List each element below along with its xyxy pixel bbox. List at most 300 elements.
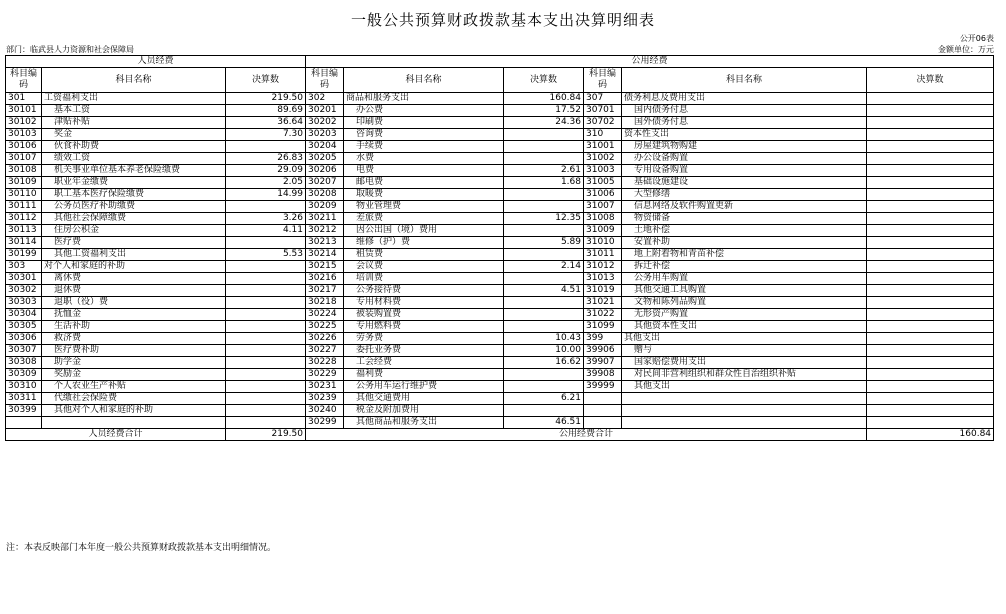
cell-public-amount: 46.51 [504,417,584,429]
footnote: 注：本表反映部门本年度一般公共预算财政拨款基本支出明细情况。 [6,543,277,553]
cell-personnel-amount: 26.83 [226,153,306,165]
cell-personnel-code: 30399 [6,405,42,417]
cell-public-amount [867,345,994,357]
cell-public-name: 资本性支出 [622,129,867,141]
cell-personnel-code: 30304 [6,309,42,321]
cell-public-amount [867,225,994,237]
cell-public-amount [504,273,584,285]
cell-public-code: 31005 [584,177,622,189]
cell-public-name: 委托业务费 [344,345,504,357]
table-row [6,117,994,129]
cell-public-code: 31099 [584,321,622,333]
table-row [6,105,994,117]
table-row [6,321,994,333]
cell-personnel-name: 津贴补贴 [42,117,226,129]
cell-personnel-amount: 5.53 [226,249,306,261]
cell-public-code [584,417,622,429]
cell-personnel-amount [226,285,306,297]
cell-personnel-code: 30109 [6,177,42,189]
table-row [6,309,994,321]
col-header-name: 科目名称 [344,68,504,93]
cell-public-amount: 6.21 [504,393,584,405]
cell-personnel-amount [226,261,306,273]
cell-personnel-amount: 36.64 [226,117,306,129]
cell-personnel-code: 30307 [6,345,42,357]
cell-personnel-name: 生活补助 [42,321,226,333]
cell-public-code: 39906 [584,345,622,357]
public-total-label: 公用经费合计 [306,429,867,441]
cell-public-name: 培训费 [344,273,504,285]
cell-public-amount: 2.14 [504,261,584,273]
cell-public-amount [504,129,584,141]
cell-public-amount [867,237,994,249]
cell-public-amount [867,249,994,261]
cell-public-name: 专用燃料费 [344,321,504,333]
cell-public-amount [867,333,994,345]
cell-public-code: 39908 [584,369,622,381]
cell-public-code: 30211 [306,213,344,225]
cell-public-name: 赠与 [622,345,867,357]
cell-public-amount [867,189,994,201]
cell-personnel-code: 303 [6,261,42,273]
cell-public-name: 其他交通工具购置 [622,285,867,297]
cell-public-amount: 16.62 [504,357,584,369]
cell-public-code: 30213 [306,237,344,249]
col-header-name: 科目名称 [42,68,226,93]
cell-public-code: 30207 [306,177,344,189]
cell-public-code: 39999 [584,381,622,393]
cell-personnel-name [42,417,226,429]
cell-public-amount [867,405,994,417]
cell-public-name: 无形资产购置 [622,309,867,321]
cell-public-name: 福利费 [344,369,504,381]
table-row [6,177,994,189]
table-row [6,381,994,393]
cell-public-code: 31021 [584,297,622,309]
cell-public-code: 30239 [306,393,344,405]
cell-public-code: 39907 [584,357,622,369]
cell-public-name: 差旅费 [344,213,504,225]
cell-personnel-name: 职业年金缴费 [42,177,226,189]
cell-public-code: 30212 [306,225,344,237]
cell-public-name: 邮电费 [344,177,504,189]
cell-personnel-amount: 29.09 [226,165,306,177]
cell-public-code: 31010 [584,237,622,249]
table-row [6,273,994,285]
cell-public-code: 30203 [306,129,344,141]
cell-public-code: 30228 [306,357,344,369]
cell-personnel-amount [226,357,306,369]
cell-public-amount: 1.68 [504,177,584,189]
cell-personnel-code: 30114 [6,237,42,249]
cell-personnel-code: 30107 [6,153,42,165]
unit-label: 金额单位：万元 [938,45,994,54]
cell-public-code: 31019 [584,285,622,297]
cell-personnel-name: 代缴社会保险费 [42,393,226,405]
cell-personnel-name: 医疗费 [42,237,226,249]
cell-personnel-amount [226,393,306,405]
cell-personnel-code: 30309 [6,369,42,381]
cell-personnel-name: 奖金 [42,129,226,141]
cell-public-name [622,417,867,429]
cell-public-name: 公务用车运行维护费 [344,381,504,393]
cell-public-amount [867,381,994,393]
cell-personnel-amount: 219.50 [226,93,306,105]
cell-public-name [622,405,867,417]
cell-public-code: 31009 [584,225,622,237]
table-row [6,141,994,153]
public-group-header: 公用经费 [306,56,994,68]
cell-personnel-name: 其他社会保障缴费 [42,213,226,225]
cell-public-amount [867,201,994,213]
cell-personnel-name: 机关事业单位基本养老保险缴费 [42,165,226,177]
cell-public-amount: 24.36 [504,117,584,129]
cell-personnel-amount: 4.11 [226,225,306,237]
cell-public-code: 30229 [306,369,344,381]
cell-public-code: 30702 [584,117,622,129]
cell-public-amount [867,357,994,369]
cell-personnel-name: 公务员医疗补助缴费 [42,201,226,213]
cell-public-name: 电费 [344,165,504,177]
cell-public-amount [867,105,994,117]
cell-public-code: 30216 [306,273,344,285]
col-header-name: 科目名称 [622,68,867,93]
personnel-group-header: 人员经费 [6,56,306,68]
cell-personnel-name: 退职（役）费 [42,297,226,309]
cell-public-name: 国内债务付息 [622,105,867,117]
col-header-amount: 决算数 [226,68,306,93]
cell-personnel-code: 30113 [6,225,42,237]
cell-public-code: 31007 [584,201,622,213]
cell-public-amount [504,141,584,153]
cell-personnel-name: 职工基本医疗保险缴费 [42,189,226,201]
cell-public-amount: 4.51 [504,285,584,297]
cell-public-name: 债务利息及费用支出 [622,93,867,105]
form-code: 公开06表 [959,34,994,43]
cell-public-amount [867,393,994,405]
cell-public-name: 会议费 [344,261,504,273]
cell-public-name: 公务接待费 [344,285,504,297]
cell-personnel-amount [226,333,306,345]
cell-personnel-amount: 89.69 [226,105,306,117]
cell-personnel-code: 30310 [6,381,42,393]
cell-public-name: 维修（护）费 [344,237,504,249]
personnel-total-value: 219.50 [226,429,306,441]
table-row [6,405,994,417]
cell-public-code: 30240 [306,405,344,417]
col-header-code: 科目编码 [584,68,622,93]
department-label: 部门：临武县人力资源和社会保障局 [6,45,134,54]
cell-public-amount: 17.52 [504,105,584,117]
table-row [6,249,994,261]
cell-public-amount [867,297,994,309]
cell-public-name: 专用设备购置 [622,165,867,177]
cell-public-code: 30227 [306,345,344,357]
cell-personnel-code [6,417,42,429]
cell-public-name: 信息网络及软件购置更新 [622,201,867,213]
cell-public-code: 30205 [306,153,344,165]
expenditure-table [5,55,994,441]
table-row [6,225,994,237]
cell-public-code: 307 [584,93,622,105]
cell-public-code: 31013 [584,273,622,285]
col-header-amount: 决算数 [867,68,994,93]
cell-personnel-code: 30102 [6,117,42,129]
table-row [6,213,994,225]
cell-personnel-code: 30111 [6,201,42,213]
cell-public-name: 办公费 [344,105,504,117]
cell-public-code: 30215 [306,261,344,273]
cell-public-amount [867,177,994,189]
cell-public-name: 其他支出 [622,381,867,393]
cell-personnel-amount [226,237,306,249]
cell-public-name: 税金及附加费用 [344,405,504,417]
table-row [6,369,994,381]
cell-public-name: 国外债务付息 [622,117,867,129]
table-row [6,261,994,273]
table-row [6,333,994,345]
cell-personnel-code: 30110 [6,189,42,201]
cell-personnel-code: 30302 [6,285,42,297]
cell-personnel-amount [226,141,306,153]
table-row [6,393,994,405]
cell-public-name [622,393,867,405]
cell-public-amount [867,321,994,333]
group-header-row [6,56,994,68]
cell-public-name: 物业管理费 [344,201,504,213]
cell-personnel-amount [226,273,306,285]
cell-public-name: 基础设施建设 [622,177,867,189]
cell-public-name: 房屋建筑物购建 [622,141,867,153]
cell-personnel-amount [226,309,306,321]
cell-public-name: 手续费 [344,141,504,153]
cell-public-name: 取暖费 [344,189,504,201]
cell-public-code: 30218 [306,297,344,309]
table-row [6,93,994,105]
cell-personnel-code: 30108 [6,165,42,177]
cell-public-amount: 2.61 [504,165,584,177]
cell-public-name: 土地补偿 [622,225,867,237]
cell-public-amount [867,93,994,105]
cell-public-name: 对民间非营利组织和群众性自治组织补贴 [622,369,867,381]
cell-public-amount: 10.00 [504,345,584,357]
cell-personnel-name: 其他对个人和家庭的补助 [42,405,226,417]
cell-public-amount: 10.43 [504,333,584,345]
col-header-code: 科目编码 [306,68,344,93]
cell-public-code: 30209 [306,201,344,213]
cell-public-name: 办公设备购置 [622,153,867,165]
cell-personnel-amount [226,201,306,213]
cell-personnel-code: 30303 [6,297,42,309]
cell-personnel-name: 退休费 [42,285,226,297]
cell-public-code: 30226 [306,333,344,345]
personnel-total-label: 人员经费合计 [6,429,226,441]
cell-public-code: 30214 [306,249,344,261]
cell-personnel-code: 301 [6,93,42,105]
cell-public-name: 地上附着物和青苗补偿 [622,249,867,261]
cell-public-code [584,405,622,417]
cell-public-code: 30202 [306,117,344,129]
cell-public-amount [867,165,994,177]
cell-public-amount [867,369,994,381]
cell-public-name: 公务用车购置 [622,273,867,285]
cell-personnel-code: 30199 [6,249,42,261]
cell-public-name: 其他资本性支出 [622,321,867,333]
cell-public-amount [504,153,584,165]
table-row [6,201,994,213]
cell-public-code: 31008 [584,213,622,225]
cell-public-name: 国家赔偿费用支出 [622,357,867,369]
cell-personnel-code: 30301 [6,273,42,285]
cell-personnel-name: 对个人和家庭的补助 [42,261,226,273]
cell-public-code: 30701 [584,105,622,117]
cell-public-amount [867,261,994,273]
cell-public-amount: 5.89 [504,237,584,249]
cell-personnel-amount [226,369,306,381]
cell-public-code: 30201 [306,105,344,117]
cell-personnel-code: 30306 [6,333,42,345]
cell-public-amount: 12.35 [504,213,584,225]
cell-public-amount [867,213,994,225]
table-row [6,285,994,297]
cell-public-name: 印刷费 [344,117,504,129]
cell-public-code: 31006 [584,189,622,201]
cell-public-code: 30231 [306,381,344,393]
cell-personnel-name: 其他工资福利支出 [42,249,226,261]
cell-public-code: 399 [584,333,622,345]
cell-public-name: 其他支出 [622,333,867,345]
cell-public-name: 专用材料费 [344,297,504,309]
cell-personnel-amount: 2.05 [226,177,306,189]
cell-public-code: 31002 [584,153,622,165]
cell-public-code: 30299 [306,417,344,429]
public-total-value: 160.84 [867,429,994,441]
cell-personnel-code: 30112 [6,213,42,225]
cell-personnel-name: 救济费 [42,333,226,345]
cell-personnel-code: 30308 [6,357,42,369]
cell-personnel-name: 医疗费补助 [42,345,226,357]
cell-public-name: 因公出国（境）费用 [344,225,504,237]
cell-public-name: 其他交通费用 [344,393,504,405]
cell-public-name: 物资储备 [622,213,867,225]
cell-public-amount [504,189,584,201]
cell-public-name: 咨询费 [344,129,504,141]
cell-personnel-name: 伙食补助费 [42,141,226,153]
cell-personnel-amount [226,297,306,309]
cell-personnel-amount [226,345,306,357]
cell-personnel-amount: 14.99 [226,189,306,201]
column-header-row [6,68,994,93]
cell-public-name: 安置补助 [622,237,867,249]
cell-public-name: 文物和陈列品购置 [622,297,867,309]
cell-public-name: 工会经费 [344,357,504,369]
table-row [6,165,994,177]
cell-personnel-name: 助学金 [42,357,226,369]
cell-personnel-code: 30106 [6,141,42,153]
cell-public-code [584,393,622,405]
cell-public-code: 30225 [306,321,344,333]
cell-personnel-name: 抚恤金 [42,309,226,321]
cell-personnel-amount: 3.26 [226,213,306,225]
cell-public-code: 31001 [584,141,622,153]
cell-public-name: 租赁费 [344,249,504,261]
cell-public-code: 302 [306,93,344,105]
table-row [6,237,994,249]
cell-public-amount [867,273,994,285]
cell-personnel-name: 奖励金 [42,369,226,381]
page-title: 一般公共预算财政拨款基本支出决算明细表 [350,11,655,29]
cell-personnel-name: 个人农业生产补贴 [42,381,226,393]
cell-public-code: 31022 [584,309,622,321]
cell-public-code: 30224 [306,309,344,321]
cell-public-code: 30217 [306,285,344,297]
cell-personnel-code: 30311 [6,393,42,405]
cell-public-name: 被装购置费 [344,309,504,321]
cell-personnel-code: 30101 [6,105,42,117]
cell-public-amount [867,417,994,429]
cell-personnel-name: 离休费 [42,273,226,285]
cell-public-amount [867,285,994,297]
cell-personnel-amount [226,405,306,417]
table-row [6,297,994,309]
cell-public-amount: 160.84 [504,93,584,105]
cell-public-name: 商品和服务支出 [344,93,504,105]
cell-public-code: 310 [584,129,622,141]
table-row [6,357,994,369]
cell-personnel-amount [226,321,306,333]
table-row [6,417,994,429]
cell-personnel-amount [226,417,306,429]
cell-personnel-name: 工资福利支出 [42,93,226,105]
table-row [6,345,994,357]
cell-public-amount [504,225,584,237]
cell-public-name: 大型修缮 [622,189,867,201]
table-row [6,153,994,165]
col-header-amount: 决算数 [504,68,584,93]
total-row [6,429,994,441]
cell-personnel-name: 基本工资 [42,105,226,117]
cell-personnel-name: 住房公积金 [42,225,226,237]
cell-public-code: 30206 [306,165,344,177]
cell-public-amount [504,369,584,381]
col-header-code: 科目编码 [6,68,42,93]
cell-public-amount [867,153,994,165]
cell-public-code: 30208 [306,189,344,201]
cell-public-code: 31011 [584,249,622,261]
cell-public-name: 拆迁补偿 [622,261,867,273]
table-row [6,129,994,141]
cell-public-code: 30204 [306,141,344,153]
cell-personnel-name: 绩效工资 [42,153,226,165]
cell-personnel-code: 30103 [6,129,42,141]
cell-public-amount [867,117,994,129]
cell-public-amount [504,321,584,333]
cell-public-code: 31012 [584,261,622,273]
cell-personnel-amount: 7.30 [226,129,306,141]
cell-public-amount [867,309,994,321]
cell-public-amount [867,141,994,153]
cell-public-amount [504,249,584,261]
cell-public-amount [504,309,584,321]
cell-public-amount [504,405,584,417]
cell-public-amount [504,381,584,393]
cell-public-code: 31003 [584,165,622,177]
cell-personnel-amount [226,381,306,393]
cell-public-name: 劳务费 [344,333,504,345]
cell-public-name: 水费 [344,153,504,165]
cell-public-amount [867,129,994,141]
cell-personnel-code: 30305 [6,321,42,333]
